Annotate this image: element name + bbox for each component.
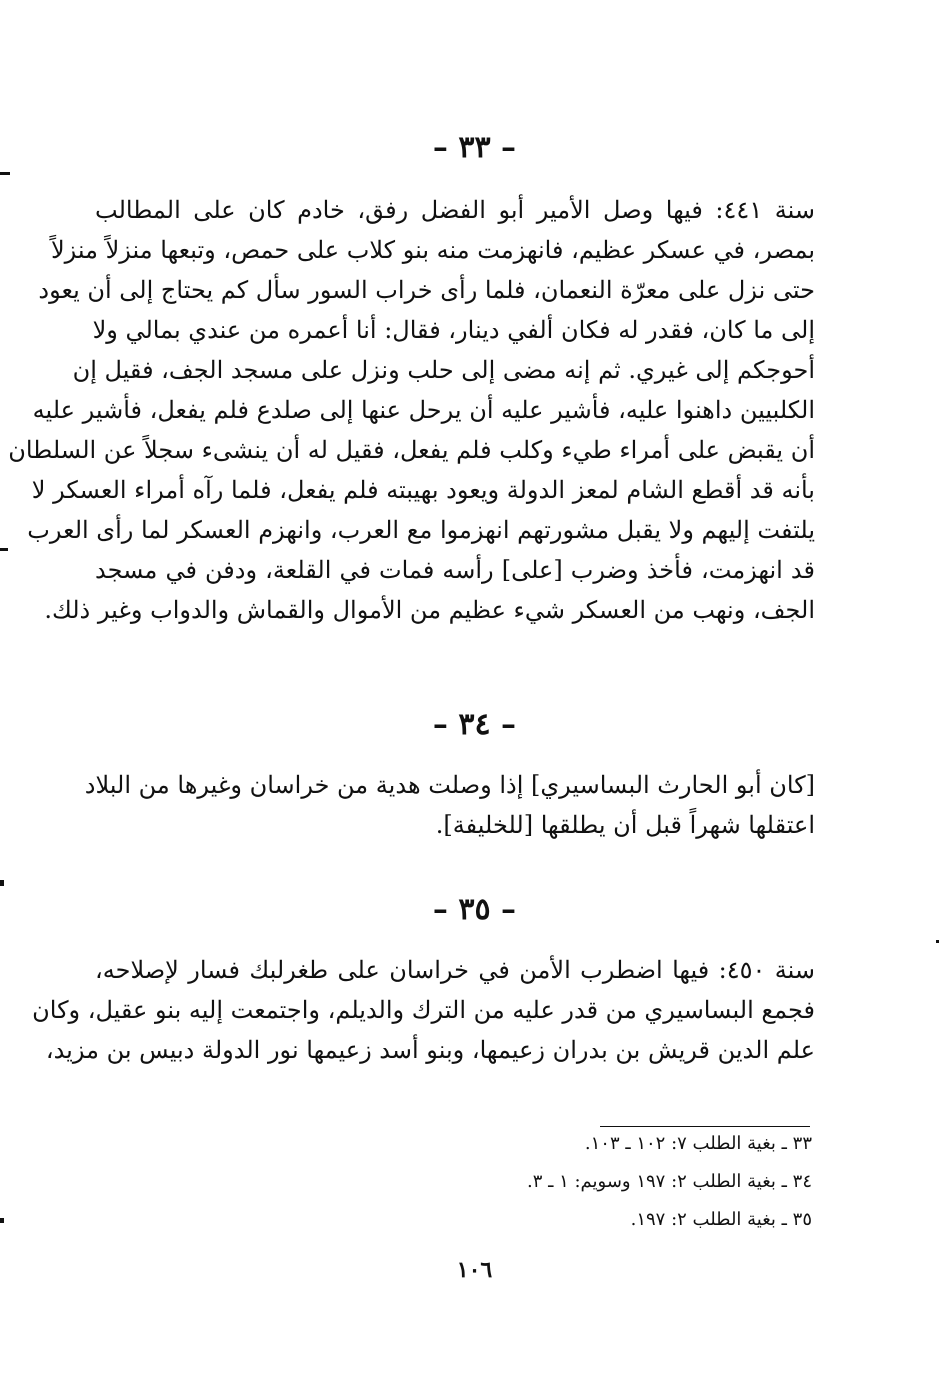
scan-mark: [0, 172, 10, 175]
footnote-33: ٣٣ ـ بغية الطلب ٧: ١٠٢ ـ ١٠٣.: [584, 1133, 812, 1154]
text-line: اعتقلها شهراً قبل أن يطلقها [للخليفة].: [435, 811, 815, 839]
text-line: سنة ٤٥٠: فيها اضطرب الأمن في خراسان على طغرلبك فسار لإصلاحه،: [95, 956, 815, 984]
scan-mark: [0, 548, 8, 551]
text-line: يلتفت إليهم ولا يقبل مشورتهم انهزموا مع العرب، وانهزم العسكر لما رأى العرب: [27, 516, 815, 544]
text-line: فجمع البساسيري من قدر عليه من الترك والديلم، واجتمعت إليه بنو عقيل، وكان: [32, 996, 815, 1024]
section-heading-34: – ٣٤ –: [432, 707, 517, 742]
section-body-33: [8, 190, 815, 630]
text-line: علم الدين قريش بن بدران زعيمها، وبنو أسد زعيمها نور الدولة دبيس بن مزيد،: [45, 1036, 815, 1064]
text-line: الكلبيين داهنوا عليه، فأشير عليه أن يرحل عنها إلى صلدع فلم يفعل، فأشير عليه: [32, 396, 815, 424]
text-line: قد انهزمت، فأخذ وضرب [على] رأسه فمات في القلعة، ودفن في مسجد: [95, 556, 815, 584]
page-number: ١٠٦: [456, 1257, 493, 1283]
text-line: إلى ما كان، فقدر له فكان ألفي دينار، فقال: أنا أعمره من عندي بمالي ولا: [92, 316, 815, 344]
text-line: أحوجكم إلى غيري. ثم إنه مضى إلى حلب ونزل على مسجد الجف، فقيل إن: [72, 356, 815, 384]
scan-mark: [0, 880, 4, 886]
scan-mark: [936, 940, 939, 943]
footnote-35: ٣٥ ـ بغية الطلب ٢: ١٩٧.: [630, 1209, 812, 1230]
section-body-35: [32, 950, 815, 1070]
text-line: سنة ٤٤١: فيها وصل الأمير أبو الفضل رفق، خادم كان على المطالب: [95, 196, 815, 224]
section-body-34: [84, 765, 815, 845]
text-line: حتى نزل على معرّة النعمان، فلما رأى خراب السور سأل كم يحتاج إلى أن يعود: [38, 276, 815, 304]
footnotes: [420, 1125, 812, 1239]
section-heading-35: – ٣٥ –: [432, 892, 517, 927]
text-line: أن يقبض على أمراء طيء وكلب فلم يفعل، فقيل له أن ينشىء سجلاً عن السلطان: [8, 436, 815, 464]
text-line: بمصر، في عسكر عظيم، فانهزمت منه بنو كلاب على حمص، وتبعها منزلاً منزلاً: [50, 236, 815, 264]
scan-mark: [0, 1218, 4, 1223]
text-line: الجف، ونهب من العسكر شيء عظيم من الأموال والقماش والدواب وغير ذلك.: [44, 596, 815, 624]
text-line: بأنه قد أقطع الشام لمعز الدولة ويعود بهيبته فلم يفعل، فلما رآه أمراء العسكر لا: [31, 476, 815, 504]
section-heading-33: – ٣٣ –: [432, 130, 517, 165]
text-line: [كان أبو الحارث البساسيري] إذا وصلت هدية من خراسان وغيرها من البلاد: [84, 771, 815, 799]
footnote-34: ٣٤ ـ بغية الطلب ٢: ١٩٧ وسويم: ١ ـ ٣.: [526, 1171, 812, 1192]
